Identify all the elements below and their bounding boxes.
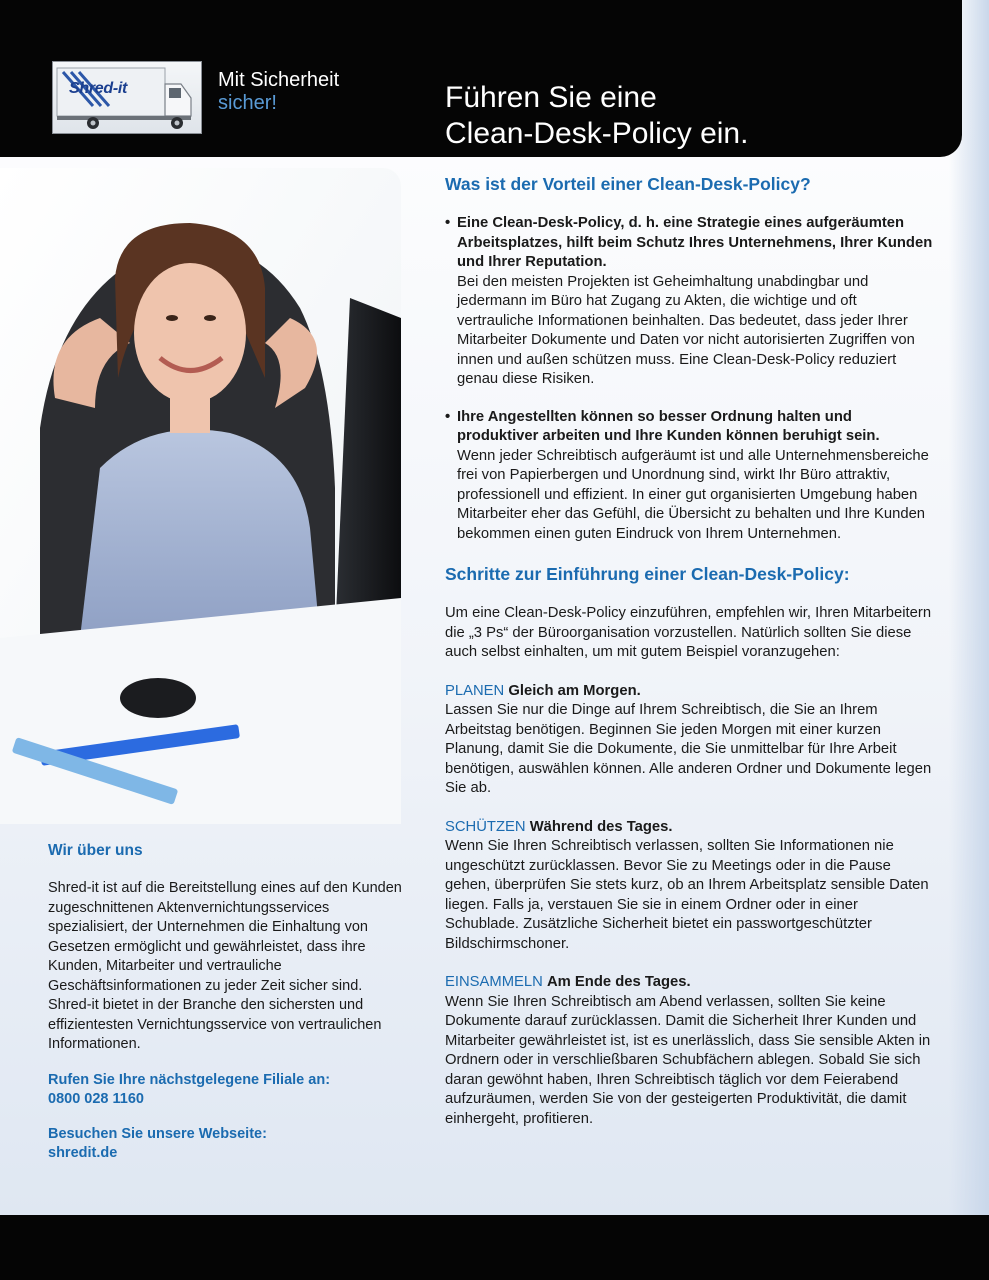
- page-title-line1: Führen Sie eine: [445, 81, 657, 115]
- benefit-bullet-2-heading: • Ihre Angestellten können so besser Ordnung halten und produktiver arbeiten und Ihre Kunden können beruhigt sein.: [457, 408, 880, 444]
- benefit-bullet-2-text: Wenn jeder Schreibtisch aufgeräumt ist und alle Unternehmensbereiche frei von Papierbergen und Unordnung sind, wirkt Ihr Büro attraktiv, professionell und effizient. In einer gut organisierten Umgebung haben Mitarbeiter eher das Gefühl, die Übersicht zu behalten und Ihre Kunden bekommen einen guten Eindruck von Ihrem Unternehmen.: [457, 447, 929, 542]
- tagline-line1: Mit Sicherheit: [218, 69, 340, 91]
- step-protect-keyword: SCHÜTZEN: [445, 818, 526, 835]
- step-protect-heading: Während des Tages.: [529, 818, 673, 835]
- logo-text: Shred-it: [69, 80, 128, 97]
- step-protect: [445, 818, 935, 955]
- step-plan-text: Lassen Sie nur die Dinge auf Ihrem Schreibtisch, die Sie an Ihrem Arbeitstag benötigen. Beginnen Sie jeden Morgen mit einer kurzen Planung, damit Sie die Dokumente, die Sie unmittelbar für Ihre Arbeit benötigen, auswählen können. Alle anderen Ordner und Dokumente legen Sie ab.: [445, 702, 932, 796]
- steps-intro: Um eine Clean-Desk-Policy einzuführen, empfehlen wir, Ihren Mitarbeitern die „3 Ps“ der Büroorganisation vorzustellen. Natürlich sollten Sie diese auch selbst einhalten, um mit gutem Beispiel voranzugehen:: [445, 605, 932, 660]
- step-collect-keyword: EINSAMMELN: [445, 974, 543, 990]
- about-text: Shred-it ist auf die Bereitstellung eines auf den Kunden zugeschnittenen Aktenvernichtungsservices spezialisiert, der Unternehmen die Einhaltung von Gesetzen ermöglicht und gewährleistet, dass ihre Kunden, Mitarbeiter und vertrauliche Geschäftsinformationen zu jeder Zeit sicher sind. Shred-it bietet in der Branche den sichersten und effizientesten Vernichtungsservice von vertraulichen Informationen.: [48, 880, 402, 1052]
- section2-title: Schritte zur Einführung einer Clean-Desk-Policy:: [445, 564, 850, 584]
- step-collect-text: Wenn Sie Ihren Schreibtisch am Abend verlassen, sollten Sie keine Dokumente darauf zurücklassen. Damit die Sicherheit Ihrer Kunden und Mitarbeiter gewährleistet ist, ist es unerlässlich, dass Sie sensible Akten in Ordnern oder in verschließbaren Schubfächern ablegen. Sobald Sie sich daran gewöhnt haben, Ihren Schreibtisch täglich vor dem Feierabend aufzuräumen, werden Sie von der gesteigerten Produktivität, die damit einhergeht, profitieren.: [445, 993, 931, 1127]
- contact-phone-block: [48, 1071, 406, 1109]
- page-title-line2: Clean-Desk-Policy ein.: [445, 117, 749, 151]
- about-section: [48, 842, 406, 1163]
- benefit-bullet-2: [445, 408, 935, 545]
- web-label: Besuchen Sie unsere Webseite:: [48, 1125, 267, 1142]
- benefit-bullet-1-heading: • Eine Clean-Desk-Policy, d. h. eine Strategie eines aufgeräumten Arbeitsplatzes, hilft beim Schutz Ihres Unternehmens, Ihrer Kunden und Ihrer Reputation.: [457, 215, 933, 270]
- benefit-bullet-1-text: Bei den meisten Projekten ist Geheimhaltung unabdingbar und jedermann im Büro hat Zugang zu Akten, die wichtige und oft vertrauliche Informationen beinhalten. Das bedeutet, dass jeder Ihrer Mitarbeiter Dokumente und Daten vor nicht autorisierten Zugriffen von innen und außen schützen muss. Eine Clean-Desk-Policy reduziert genau diese Risiken.: [457, 273, 915, 387]
- about-title: Wir über uns: [48, 842, 143, 859]
- step-plan-keyword: PLANEN: [445, 682, 505, 699]
- contact-web-block: [48, 1125, 406, 1163]
- step-collect: [445, 973, 935, 1129]
- shredit-logo: [52, 61, 202, 134]
- header-bar: [0, 0, 962, 157]
- tagline: [218, 69, 339, 115]
- step-collect-heading: Am Ende des Tages.: [546, 974, 691, 990]
- section1-title: Was ist der Vorteil einer Clean-Desk-Policy?: [445, 174, 811, 194]
- benefit-bullet-1: [445, 214, 935, 390]
- phone-number[interactable]: 0800 028 1160: [48, 1090, 144, 1107]
- woman-at-desk-photo: [0, 168, 401, 824]
- step-plan-heading: Gleich am Morgen.: [508, 682, 641, 699]
- footer-bar: [0, 1215, 989, 1280]
- page-title: [445, 80, 955, 152]
- call-label: Rufen Sie Ihre nächstgelegene Filiale an:: [48, 1071, 331, 1088]
- tagline-line2: sicher!: [218, 92, 277, 114]
- main-content: [445, 172, 935, 1129]
- step-protect-text: Wenn Sie Ihren Schreibtisch verlassen, sollten Sie Informationen nie ungeschützt zurücklassen. Bevor Sie zu Meetings oder in die Pause gehen, überprüfen Sie stets kurz, ob an Ihrem Arbeitsplatz sensible Daten liegen. Falls ja, verstauen Sie sie in einem Ordner oder in einer Schublade. Zusätzliche Sicherheit bietet ein passwortgeschützter Bildschirmschoner.: [445, 838, 929, 952]
- step-plan: [445, 682, 935, 799]
- website-link[interactable]: shredit.de: [48, 1144, 118, 1161]
